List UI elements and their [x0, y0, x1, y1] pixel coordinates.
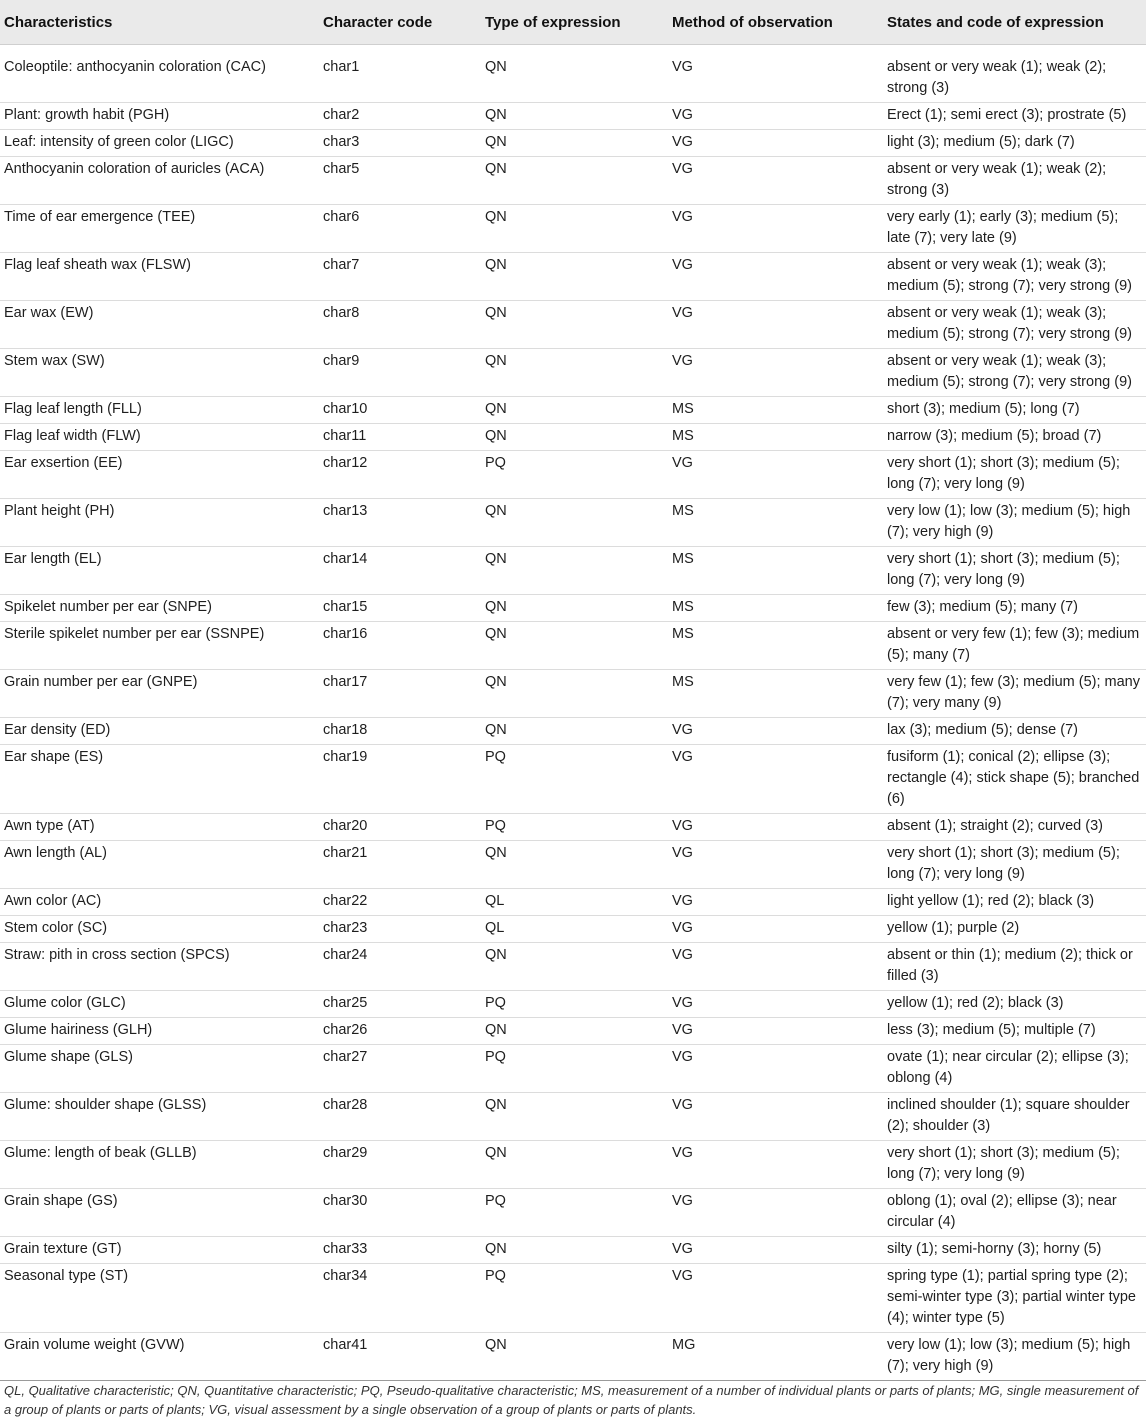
cell-character-code: char20 — [319, 814, 481, 841]
cell-type-of-expression: QN — [481, 253, 668, 301]
table-row — [0, 1018, 1146, 1045]
table-row — [0, 670, 1146, 718]
cell-method-of-observation: MS — [668, 595, 883, 622]
cell-states-and-code: very low (1); low (3); medium (5); high (7); very high (9) — [883, 499, 1146, 547]
cell-type-of-expression: PQ — [481, 1264, 668, 1333]
cell-states-and-code: short (3); medium (5); long (7) — [883, 397, 1146, 424]
table-row — [0, 1237, 1146, 1264]
table-row — [0, 157, 1146, 205]
cell-method-of-observation: MS — [668, 622, 883, 670]
cell-character-code: char16 — [319, 622, 481, 670]
cell-method-of-observation: VG — [668, 253, 883, 301]
cell-states-and-code: few (3); medium (5); many (7) — [883, 595, 1146, 622]
table-row — [0, 45, 1146, 103]
cell-characteristic: Glume: shoulder shape (GLSS) — [0, 1093, 319, 1141]
cell-type-of-expression: QN — [481, 397, 668, 424]
cell-method-of-observation: VG — [668, 1093, 883, 1141]
cell-method-of-observation: VG — [668, 889, 883, 916]
cell-method-of-observation: MS — [668, 499, 883, 547]
cell-method-of-observation: MS — [668, 397, 883, 424]
cell-characteristic: Ear density (ED) — [0, 718, 319, 745]
cell-characteristic: Sterile spikelet number per ear (SSNPE) — [0, 622, 319, 670]
cell-characteristic: Stem color (SC) — [0, 916, 319, 943]
header-characteristics: Characteristics — [0, 0, 319, 45]
cell-method-of-observation: VG — [668, 1045, 883, 1093]
cell-method-of-observation: VG — [668, 301, 883, 349]
table-row — [0, 301, 1146, 349]
table-row — [0, 1264, 1146, 1333]
cell-type-of-expression: QN — [481, 45, 668, 103]
cell-states-and-code: less (3); medium (5); multiple (7) — [883, 1018, 1146, 1045]
cell-characteristic: Ear wax (EW) — [0, 301, 319, 349]
cell-type-of-expression: PQ — [481, 1045, 668, 1093]
cell-states-and-code: narrow (3); medium (5); broad (7) — [883, 424, 1146, 451]
table-header — [0, 0, 1146, 45]
cell-character-code: char33 — [319, 1237, 481, 1264]
cell-characteristic: Awn color (AC) — [0, 889, 319, 916]
cell-characteristic: Plant height (PH) — [0, 499, 319, 547]
cell-characteristic: Glume hairiness (GLH) — [0, 1018, 319, 1045]
cell-characteristic: Glume: length of beak (GLLB) — [0, 1141, 319, 1189]
cell-characteristic: Ear length (EL) — [0, 547, 319, 595]
cell-states-and-code: very short (1); short (3); medium (5); long (7); very long (9) — [883, 841, 1146, 889]
cell-character-code: char21 — [319, 841, 481, 889]
cell-states-and-code: absent (1); straight (2); curved (3) — [883, 814, 1146, 841]
table-row — [0, 889, 1146, 916]
cell-type-of-expression: QN — [481, 1141, 668, 1189]
cell-character-code: char5 — [319, 157, 481, 205]
cell-states-and-code: absent or very weak (1); weak (3); medium (5); strong (7); very strong (9) — [883, 349, 1146, 397]
table-row — [0, 1141, 1146, 1189]
table-row — [0, 103, 1146, 130]
cell-method-of-observation: VG — [668, 814, 883, 841]
cell-type-of-expression: PQ — [481, 814, 668, 841]
cell-method-of-observation: VG — [668, 841, 883, 889]
cell-type-of-expression: QN — [481, 157, 668, 205]
cell-characteristic: Grain volume weight (GVW) — [0, 1333, 319, 1381]
cell-method-of-observation: VG — [668, 916, 883, 943]
cell-method-of-observation: VG — [668, 991, 883, 1018]
cell-character-code: char17 — [319, 670, 481, 718]
table-row — [0, 499, 1146, 547]
cell-characteristic: Seasonal type (ST) — [0, 1264, 319, 1333]
cell-character-code: char25 — [319, 991, 481, 1018]
cell-type-of-expression: PQ — [481, 451, 668, 499]
cell-character-code: char13 — [319, 499, 481, 547]
cell-states-and-code: light (3); medium (5); dark (7) — [883, 130, 1146, 157]
cell-characteristic: Time of ear emergence (TEE) — [0, 205, 319, 253]
cell-type-of-expression: QN — [481, 841, 668, 889]
table-row — [0, 1189, 1146, 1237]
cell-characteristic: Awn length (AL) — [0, 841, 319, 889]
cell-characteristic: Flag leaf width (FLW) — [0, 424, 319, 451]
cell-characteristic: Anthocyanin coloration of auricles (ACA) — [0, 157, 319, 205]
cell-method-of-observation: VG — [668, 745, 883, 814]
cell-type-of-expression: QN — [481, 349, 668, 397]
cell-characteristic: Ear shape (ES) — [0, 745, 319, 814]
cell-character-code: char19 — [319, 745, 481, 814]
cell-character-code: char9 — [319, 349, 481, 397]
table-row — [0, 349, 1146, 397]
cell-states-and-code: ovate (1); near circular (2); ellipse (3); oblong (4) — [883, 1045, 1146, 1093]
cell-characteristic: Ear exsertion (EE) — [0, 451, 319, 499]
cell-method-of-observation: VG — [668, 451, 883, 499]
cell-states-and-code: very short (1); short (3); medium (5); long (7); very long (9) — [883, 547, 1146, 595]
cell-character-code: char7 — [319, 253, 481, 301]
table-row — [0, 916, 1146, 943]
cell-character-code: char24 — [319, 943, 481, 991]
cell-character-code: char30 — [319, 1189, 481, 1237]
cell-states-and-code: very low (1); low (3); medium (5); high (7); very high (9) — [883, 1333, 1146, 1381]
cell-type-of-expression: QN — [481, 301, 668, 349]
cell-states-and-code: very few (1); few (3); medium (5); many (7); very many (9) — [883, 670, 1146, 718]
cell-type-of-expression: QN — [481, 499, 668, 547]
cell-method-of-observation: VG — [668, 1264, 883, 1333]
cell-characteristic: Plant: growth habit (PGH) — [0, 103, 319, 130]
cell-characteristic: Grain shape (GS) — [0, 1189, 319, 1237]
cell-character-code: char29 — [319, 1141, 481, 1189]
cell-character-code: char22 — [319, 889, 481, 916]
cell-method-of-observation: VG — [668, 1237, 883, 1264]
cell-states-and-code: fusiform (1); conical (2); ellipse (3); rectangle (4); stick shape (5); branched (6) — [883, 745, 1146, 814]
cell-method-of-observation: VG — [668, 130, 883, 157]
cell-states-and-code: absent or thin (1); medium (2); thick or filled (3) — [883, 943, 1146, 991]
header-character-code: Character code — [319, 0, 481, 45]
cell-character-code: char18 — [319, 718, 481, 745]
cell-type-of-expression: QN — [481, 1093, 668, 1141]
cell-character-code: char41 — [319, 1333, 481, 1381]
cell-states-and-code: very short (1); short (3); medium (5); long (7); very long (9) — [883, 1141, 1146, 1189]
table-row — [0, 130, 1146, 157]
cell-states-and-code: very early (1); early (3); medium (5); late (7); very late (9) — [883, 205, 1146, 253]
cell-type-of-expression: PQ — [481, 991, 668, 1018]
table-row — [0, 253, 1146, 301]
cell-character-code: char12 — [319, 451, 481, 499]
table-row — [0, 547, 1146, 595]
cell-states-and-code: absent or very weak (1); weak (2); strong (3) — [883, 157, 1146, 205]
cell-method-of-observation: VG — [668, 718, 883, 745]
cell-character-code: char8 — [319, 301, 481, 349]
table-row — [0, 205, 1146, 253]
cell-type-of-expression: QN — [481, 622, 668, 670]
cell-type-of-expression: QN — [481, 1018, 668, 1045]
table-body — [0, 45, 1146, 1381]
header-type-of-expression: Type of expression — [481, 0, 668, 45]
table-row — [0, 814, 1146, 841]
cell-characteristic: Flag leaf sheath wax (FLSW) — [0, 253, 319, 301]
cell-method-of-observation: VG — [668, 45, 883, 103]
cell-character-code: char6 — [319, 205, 481, 253]
table-row — [0, 1333, 1146, 1381]
cell-characteristic: Glume color (GLC) — [0, 991, 319, 1018]
cell-states-and-code: spring type (1); partial spring type (2); semi-winter type (3); partial winter type (4); winter type (5) — [883, 1264, 1146, 1333]
table-footnote: QL, Qualitative characteristic; QN, Quantitative characteristic; PQ, Pseudo-qualitative characteristic; MS, measurement of a number of individual plants or parts of plants; MG, single measurement of a group of plants or parts of plants; VG, visual assessment by a single observation of a group of plants or parts of plants. — [4, 1383, 1139, 1417]
cell-characteristic: Coleoptile: anthocyanin coloration (CAC) — [0, 45, 319, 103]
cell-method-of-observation: VG — [668, 157, 883, 205]
cell-type-of-expression: QN — [481, 130, 668, 157]
table-row — [0, 841, 1146, 889]
cell-method-of-observation: MS — [668, 424, 883, 451]
table-row — [0, 943, 1146, 991]
cell-method-of-observation: VG — [668, 1189, 883, 1237]
header-method-of-observation: Method of observation — [668, 0, 883, 45]
table-row — [0, 595, 1146, 622]
header-states-and-code: States and code of expression — [883, 0, 1146, 45]
cell-method-of-observation: VG — [668, 205, 883, 253]
table-row — [0, 424, 1146, 451]
cell-type-of-expression: QN — [481, 1333, 668, 1381]
cell-type-of-expression: QN — [481, 718, 668, 745]
cell-character-code: char3 — [319, 130, 481, 157]
cell-states-and-code: absent or very weak (1); weak (2); strong (3) — [883, 45, 1146, 103]
cell-type-of-expression: QN — [481, 595, 668, 622]
cell-character-code: char28 — [319, 1093, 481, 1141]
cell-method-of-observation: VG — [668, 349, 883, 397]
cell-states-and-code: absent or very few (1); few (3); medium (5); many (7) — [883, 622, 1146, 670]
table-row — [0, 451, 1146, 499]
cell-type-of-expression: QN — [481, 670, 668, 718]
cell-character-code: char34 — [319, 1264, 481, 1333]
cell-states-and-code: yellow (1); purple (2) — [883, 916, 1146, 943]
table-row — [0, 397, 1146, 424]
cell-method-of-observation: VG — [668, 1018, 883, 1045]
cell-characteristic: Spikelet number per ear (SNPE) — [0, 595, 319, 622]
cell-states-and-code: Erect (1); semi erect (3); prostrate (5) — [883, 103, 1146, 130]
cell-type-of-expression: PQ — [481, 745, 668, 814]
cell-states-and-code: lax (3); medium (5); dense (7) — [883, 718, 1146, 745]
cell-type-of-expression: QN — [481, 943, 668, 991]
cell-type-of-expression: QN — [481, 424, 668, 451]
cell-characteristic: Straw: pith in cross section (SPCS) — [0, 943, 319, 991]
cell-method-of-observation: MS — [668, 670, 883, 718]
cell-type-of-expression: QL — [481, 889, 668, 916]
cell-states-and-code: absent or very weak (1); weak (3); medium (5); strong (7); very strong (9) — [883, 253, 1146, 301]
cell-type-of-expression: QN — [481, 103, 668, 130]
cell-type-of-expression: QL — [481, 916, 668, 943]
cell-characteristic: Leaf: intensity of green color (LIGC) — [0, 130, 319, 157]
cell-character-code: char10 — [319, 397, 481, 424]
cell-type-of-expression: QN — [481, 205, 668, 253]
cell-characteristic: Awn type (AT) — [0, 814, 319, 841]
cell-states-and-code: light yellow (1); red (2); black (3) — [883, 889, 1146, 916]
cell-characteristic: Stem wax (SW) — [0, 349, 319, 397]
table-row — [0, 1045, 1146, 1093]
cell-character-code: char14 — [319, 547, 481, 595]
cell-type-of-expression: QN — [481, 1237, 668, 1264]
cell-characteristic: Glume shape (GLS) — [0, 1045, 319, 1093]
cell-type-of-expression: QN — [481, 547, 668, 595]
table-row — [0, 622, 1146, 670]
cell-characteristic: Grain texture (GT) — [0, 1237, 319, 1264]
cell-character-code: char15 — [319, 595, 481, 622]
table-row — [0, 745, 1146, 814]
cell-states-and-code: very short (1); short (3); medium (5); long (7); very long (9) — [883, 451, 1146, 499]
cell-character-code: char26 — [319, 1018, 481, 1045]
cell-method-of-observation: VG — [668, 103, 883, 130]
cell-type-of-expression: PQ — [481, 1189, 668, 1237]
cell-character-code: char1 — [319, 45, 481, 103]
cell-characteristic: Grain number per ear (GNPE) — [0, 670, 319, 718]
cell-character-code: char2 — [319, 103, 481, 130]
cell-method-of-observation: VG — [668, 1141, 883, 1189]
cell-characteristic: Flag leaf length (FLL) — [0, 397, 319, 424]
cell-method-of-observation: VG — [668, 943, 883, 991]
cell-states-and-code: absent or very weak (1); weak (3); medium (5); strong (7); very strong (9) — [883, 301, 1146, 349]
table-row — [0, 718, 1146, 745]
cell-states-and-code: oblong (1); oval (2); ellipse (3); near circular (4) — [883, 1189, 1146, 1237]
header-row — [0, 0, 1146, 45]
table-row — [0, 991, 1146, 1018]
cell-character-code: char23 — [319, 916, 481, 943]
cell-states-and-code: silty (1); semi-horny (3); horny (5) — [883, 1237, 1146, 1264]
cell-method-of-observation: MG — [668, 1333, 883, 1381]
cell-method-of-observation: MS — [668, 547, 883, 595]
cell-states-and-code: inclined shoulder (1); square shoulder (2); shoulder (3) — [883, 1093, 1146, 1141]
cell-states-and-code: yellow (1); red (2); black (3) — [883, 991, 1146, 1018]
cell-character-code: char11 — [319, 424, 481, 451]
cell-character-code: char27 — [319, 1045, 481, 1093]
table-row — [0, 1093, 1146, 1141]
